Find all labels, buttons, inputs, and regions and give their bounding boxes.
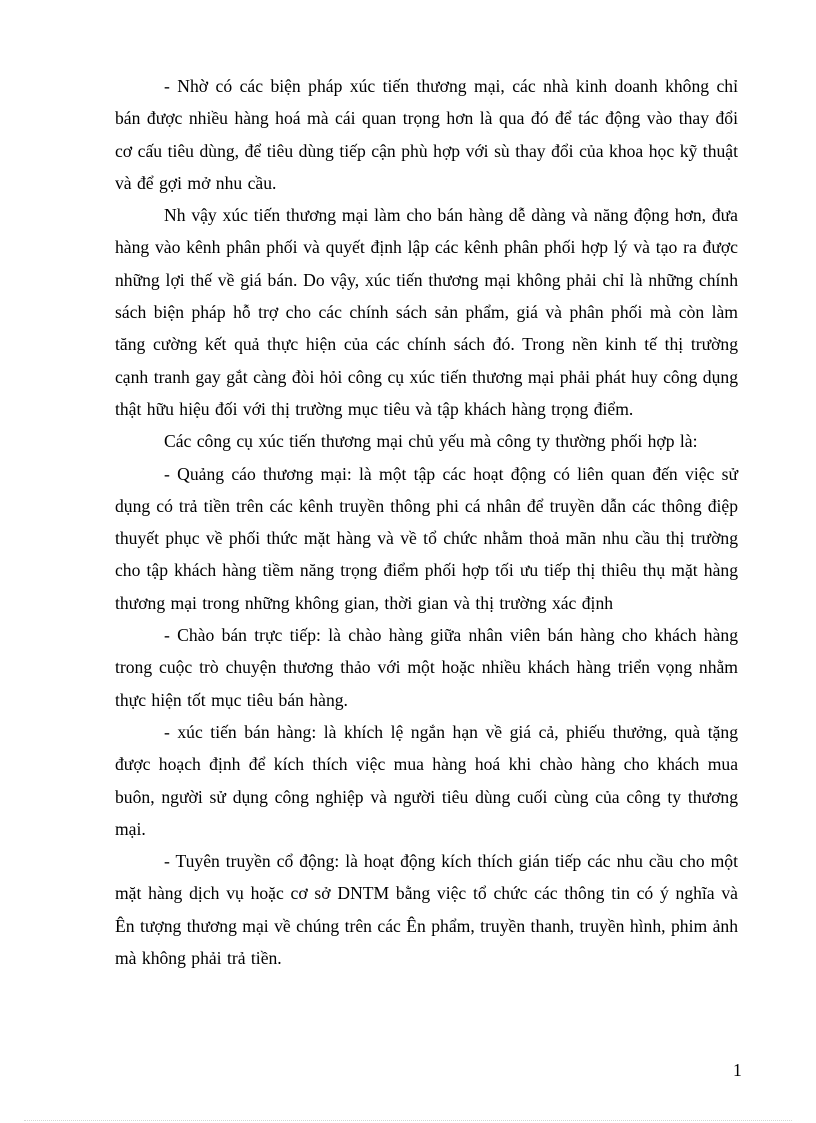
paragraph-personal-selling: - Chào bán trực tiếp: là chào hàng giữa nhân viên bán hàng cho khách hàng trong cuộc trò chuyện thương thảo với một hoặc nhiều khách hàng triển vọng nhằm thực hiện tốt mục tiêu bán hàng.	[115, 625, 738, 710]
page-number: 1	[733, 1060, 742, 1080]
paragraph-promotion-benefits: - Nhờ có các biện pháp xúc tiến thương mại, các nhà kinh doanh không chỉ bán được nhiều hàng hoá mà cái quan trọng hơn là qua đó để tác động vào thay đổi cơ cấu tiêu dùng, để tiêu dùng tiếp cận phù hợp với sù thay đổi của khoa học kỹ thuật và để gợi mở nhu cầu.	[115, 76, 738, 193]
paragraph-promotion-tools-intro: Các công cụ xúc tiến thương mại chủ yếu mà công ty thường phối hợp là:	[164, 431, 698, 452]
paragraph-advertising: - Quảng cáo thương mại: là một tập các hoạt động có liên quan đến việc sử dụng có trả tiền trên các kênh truyền thông phi cá nhân để truyền dẫn các thông điệp thuyết phục về phối thức mặt hàng và về tổ chức nhằm thoả mãn nhu cầu thị trường cho tập khách hàng tiềm năng trọng điểm phối hợp tối ưu tiếp thị thiêu thụ mặt hàng thương mại trong những không gian, thời gian và thị trường xác định	[115, 463, 738, 613]
paragraph-promotion-role: Nh vậy xúc tiến thương mại làm cho bán hàng dễ dàng và năng động hơn, đưa hàng vào kênh phân phối và quyết định lập các kênh phân phối hợp lý và tạo ra được những lợi thế về giá bán. Do vậy, xúc tiến thương mại không phải chỉ là những chính sách biện pháp hỗ trợ cho các chính sách sản phẩm, giá và phân phối mà còn làm tăng cường kết quả thực hiện của các chính sách đó. Trong nền kinh tế thị trường cạnh tranh gay gắt càng đòi hỏi công cụ xúc tiến thương mại phải phát huy công dụng thật hữu hiệu đối với thị trường mục tiêu và tập khách hàng trọng điểm.	[115, 205, 738, 419]
document-body	[115, 70, 738, 974]
paragraph-public-relations: - Tuyên truyền cổ động: là hoạt động kích thích gián tiếp các nhu cầu cho một mặt hàng dịch vụ hoặc cơ sở DNTM bằng việc tổ chức các thông tin có ý nghĩa và Ên tượng thương mại về chúng trên các Ên phẩm, truyền thanh, truyền hình, phim ảnh mà không phải trả tiền.	[115, 851, 738, 969]
page-bottom-divider	[24, 1120, 792, 1121]
paragraph-sales-promotion: - xúc tiến bán hàng: là khích lệ ngắn hạn về giá cả, phiếu thưởng, quà tặng được hoạch định để kích thích việc mua hàng hoá khi chào hàng cho khách mua buôn, người sử dụng công nghiệp và người tiêu dùng cuối cùng của công ty thương mại.	[115, 721, 738, 839]
